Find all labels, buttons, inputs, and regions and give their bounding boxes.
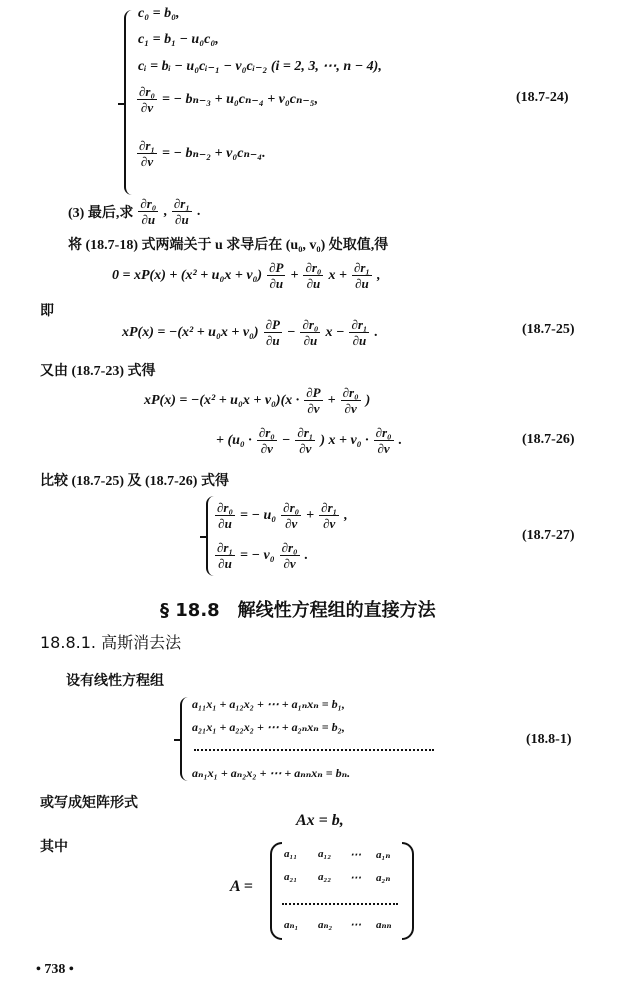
eq-row [134, 138, 268, 169]
paragraph: 或写成矩阵形式 [40, 796, 138, 811]
fraction [352, 260, 372, 291]
numerator: ∂r₀ [217, 500, 234, 515]
matrix-entry: ⋯ [350, 872, 361, 884]
denominator: ∂v [140, 154, 154, 169]
eq-row [212, 540, 310, 571]
fraction [281, 500, 301, 531]
matrix-entry: aₙ₂ [318, 919, 333, 931]
equation-label: (18.7-27) [522, 528, 575, 543]
math-text: , [163, 203, 167, 219]
equation [214, 425, 404, 456]
denominator: ∂u [269, 276, 284, 291]
denominator: ∂v [140, 100, 154, 115]
equation-label: (18.7-24) [516, 90, 569, 105]
numerator: ∂r₀ [139, 84, 156, 99]
step-3-text [66, 196, 202, 227]
math-text: . [304, 547, 309, 563]
matrix-entry: a₂₂ [318, 871, 332, 883]
math-text: + (u₀ · [216, 432, 252, 448]
eq-row [136, 58, 384, 75]
denominator: ∂v [299, 441, 312, 456]
fraction [374, 425, 394, 456]
numerator: ∂r₁ [353, 260, 370, 275]
denominator: ∂u [306, 276, 321, 291]
matrix-entry: a₂₁ [284, 871, 298, 883]
denominator: ∂u [352, 333, 367, 348]
equation: Ax = b, [296, 812, 344, 829]
math-text: − [286, 324, 296, 340]
denominator: ∂u [175, 212, 189, 227]
eq-row [134, 84, 320, 115]
matrix-entry: aₙₙ [376, 919, 392, 931]
fraction [280, 540, 300, 571]
numerator: ∂P [265, 317, 280, 332]
numerator: ∂r₀ [281, 540, 298, 555]
matrix-entry: a₁₂ [318, 848, 332, 860]
fraction [295, 425, 315, 456]
equation-label: (18.7-26) [522, 432, 575, 447]
math-text: = − bₙ₋₃ + u₀cₙ₋₄ + v₀cₙ₋₅, [162, 92, 319, 107]
math-text: − [281, 432, 291, 448]
denominator: ∂v [307, 401, 320, 416]
eq-row: a₂₁x₁ + a₂₂x₂ + ⋯ + a₂ₙxₙ = b₂, [192, 720, 345, 734]
math-text: 0 = xP(x) + (x² + u₀x + v₀) [112, 267, 263, 283]
equation-label: (18.8-1) [526, 732, 572, 747]
denominator: ∂u [218, 516, 232, 531]
subsection-title: 18.8.1. 高斯消去法 [40, 633, 182, 652]
fraction [215, 500, 235, 531]
math-text: = − bₙ₋₂ + v₀cₙ₋₄. [162, 146, 266, 161]
matrix-entry: ⋯ [350, 919, 361, 931]
math-text: . [374, 324, 378, 340]
eq-row: a₁₁x₁ + a₁₂x₂ + ⋯ + a₁ₙxₙ = b₁, [192, 697, 345, 711]
denominator: ∂v [285, 516, 298, 531]
eq-row [136, 32, 221, 48]
numerator: ∂r₀ [140, 196, 157, 211]
fraction [137, 84, 157, 115]
math-text: (3) 最后,求 [68, 205, 134, 221]
fraction [215, 540, 235, 571]
numerator: ∂r₁ [351, 317, 368, 332]
paragraph: 设有线性方程组 [66, 674, 164, 689]
numerator: ∂r₀ [258, 425, 275, 440]
denominator: ∂v [260, 441, 273, 456]
brace [180, 697, 190, 781]
math-text: xP(x) = −(x² + u₀x + v₀) [122, 324, 259, 340]
fraction [264, 317, 282, 348]
paragraph: 又由 (18.7-23) 式得 [40, 364, 156, 379]
paragraph: 其中 [40, 840, 68, 855]
math-text: . [196, 203, 201, 219]
math-text: x − [325, 324, 345, 340]
fraction [303, 260, 323, 291]
denominator: ∂u [141, 212, 156, 227]
fraction [137, 138, 157, 169]
matrix-entry: a₁ₙ [376, 849, 391, 861]
numerator: ∂r₁ [321, 500, 338, 515]
left-paren [270, 842, 282, 940]
fraction [319, 500, 339, 531]
eq-row [212, 500, 350, 531]
fraction [257, 425, 277, 456]
equation-label: (18.7-25) [522, 322, 575, 337]
numerator: ∂r₀ [375, 425, 392, 440]
section-title: § 18.8 解线性方程组的直接方法 [160, 600, 436, 621]
math-text: c₀ = b₀, [138, 6, 180, 21]
numerator: ∂P [306, 385, 321, 400]
numerator: ∂r₀ [342, 385, 359, 400]
equation [120, 317, 380, 348]
math-text: + [327, 392, 336, 408]
math-text: + [306, 507, 315, 523]
right-paren [402, 842, 414, 940]
dotted-row [282, 903, 398, 905]
fraction [172, 196, 192, 227]
fraction [138, 196, 158, 227]
numerator: ∂r₀ [283, 500, 300, 515]
brace [124, 10, 134, 195]
denominator: ∂v [283, 556, 296, 571]
math-text: + [290, 267, 299, 283]
matrix-entry: aₙ₁ [284, 919, 299, 931]
denominator: ∂u [218, 556, 232, 571]
math-text: . [398, 432, 403, 448]
numerator: ∂P [269, 260, 284, 275]
denominator: ∂v [323, 516, 336, 531]
eq-row: aₙ₁x₁ + aₙ₂x₂ + ⋯ + aₙₙxₙ = bₙ. [192, 766, 351, 780]
equation [110, 260, 382, 291]
eq-row [136, 6, 181, 22]
paragraph: 比较 (18.7-25) 及 (18.7-26) 式得 [40, 474, 229, 489]
math-text: = − v₀ [240, 547, 275, 563]
fraction [267, 260, 285, 291]
math-text: cᵢ = bᵢ − u₀cᵢ₋₁ − v₀cᵢ₋₂ (i = 2, 3, ⋯, n − 4), [138, 59, 382, 74]
numerator: ∂r₁ [297, 425, 314, 440]
math-text: = − u₀ [240, 507, 277, 523]
denominator: ∂v [377, 441, 390, 456]
fraction [304, 385, 322, 416]
denominator: ∂u [303, 333, 318, 348]
equation [142, 385, 372, 416]
numerator: ∂r₁ [217, 540, 234, 555]
denominator: ∂u [355, 276, 369, 291]
numerator: ∂r₁ [173, 196, 190, 211]
paragraph: 即 [40, 304, 54, 319]
math-text: , [344, 507, 348, 523]
matrix-entry: a₁₁ [284, 848, 298, 860]
numerator: ∂r₀ [302, 317, 319, 332]
fraction [349, 317, 369, 348]
math-text: xP(x) = −(x² + u₀x + v₀)(x · [144, 392, 300, 408]
math-text: c₁ = b₁ − u₀c₀, [138, 32, 219, 47]
math-text: ) [365, 392, 371, 408]
page-number: • 738 • [36, 962, 74, 977]
fraction [341, 385, 361, 416]
numerator: ∂r₁ [139, 138, 156, 153]
dotted-row [194, 749, 434, 751]
math-text: x + [328, 267, 347, 283]
matrix-entry: ⋯ [350, 849, 361, 861]
denominator: ∂v [344, 401, 357, 416]
math-text: , [376, 267, 381, 283]
matrix-entry: a₂ₙ [376, 872, 391, 884]
math-text: ) x + v₀ · [320, 432, 369, 448]
matrix-lhs: A = [230, 878, 253, 895]
denominator: ∂u [265, 333, 280, 348]
paragraph: 将 (18.7-18) 式两端关于 u 求导后在 (u₀, v₀) 处取值,得 [68, 238, 389, 253]
numerator: ∂r₀ [305, 260, 322, 275]
fraction [300, 317, 320, 348]
